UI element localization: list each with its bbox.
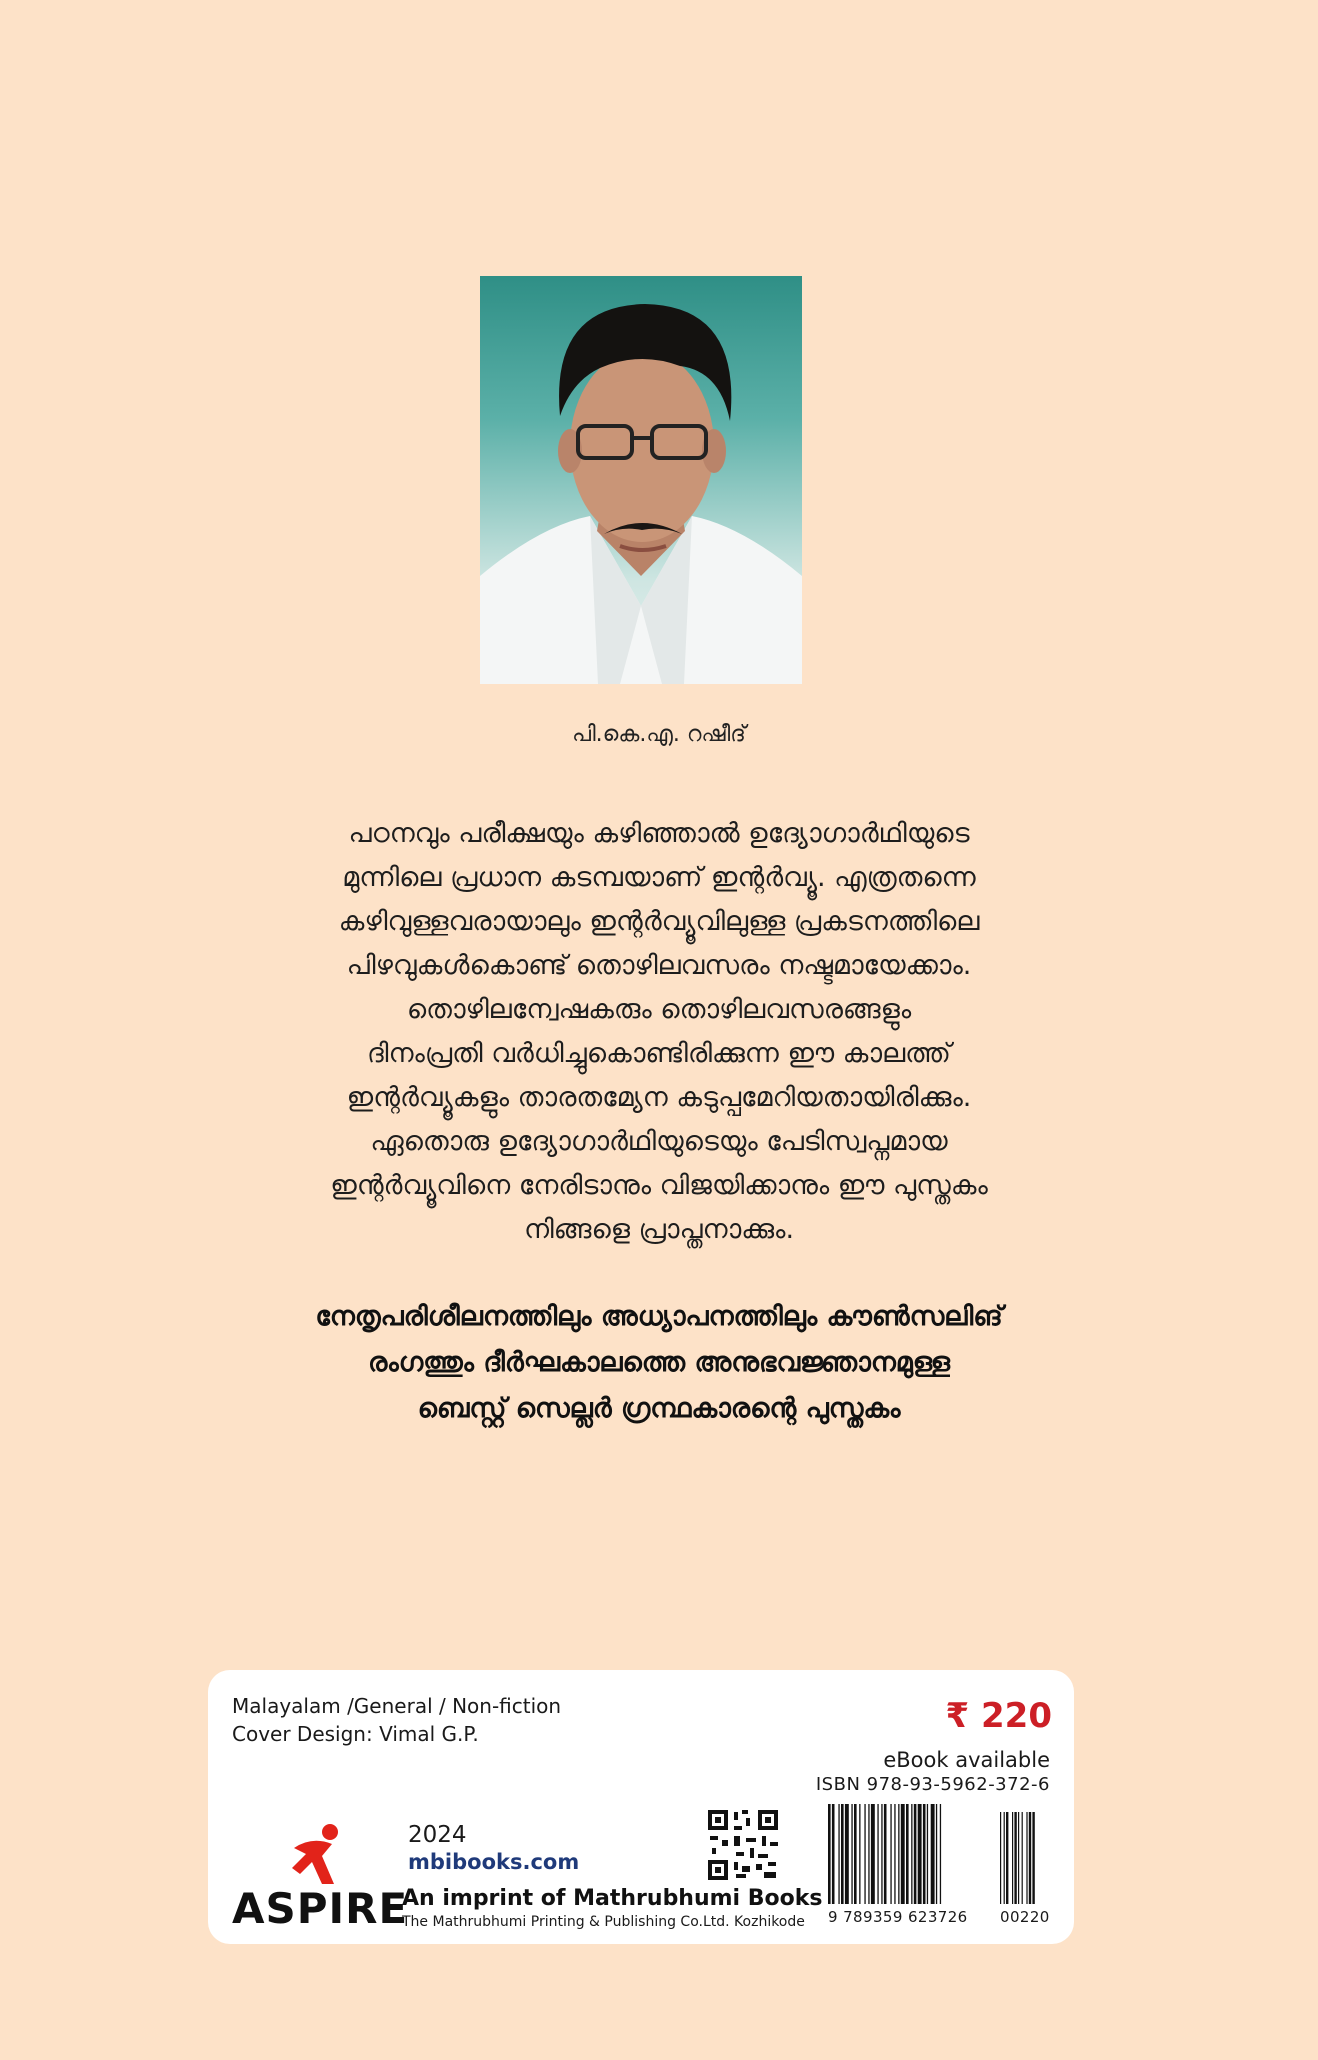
cover-design-credit: Cover Design: Vimal G.P. <box>232 1722 479 1746</box>
blurb-line: മുന്നിലെ പ്രധാന കടമ്പയാണ് ഇന്റർവ്യൂ. എത്രതന്നെ <box>342 862 976 893</box>
book-meta <box>232 1692 561 1748</box>
blurb-line: കഴിവുള്ളവരായാലും ഇന്റർവ്യൂവിലുള്ള പ്രകടനത്തിലെ <box>338 906 980 937</box>
aspire-logo-icon <box>288 1822 344 1886</box>
printer-line: The Mathrubhumi Printing & Publishing Co.Ltd. Kozhikode <box>402 1914 805 1930</box>
barcode-addon-bar <box>1032 1812 1034 1904</box>
tagline-line: നേതൃപരിശീലനത്തിലും അധ്യാപനത്തിലും കൗൺസലിങ് <box>315 1301 1003 1332</box>
ebook-availability: eBook available <box>883 1748 1050 1772</box>
barcode-addon-bar <box>1006 1812 1008 1904</box>
barcode-bar <box>901 1804 905 1904</box>
blurb-line: പഠനവും പരീക്ഷയും കഴിഞ്ഞാൽ ഉദ്യോഗാർഥിയുടെ <box>348 818 970 849</box>
barcode-bar <box>927 1804 928 1904</box>
barcode-bar <box>845 1804 849 1904</box>
barcode-bar <box>898 1804 899 1904</box>
barcode-bar <box>906 1804 909 1904</box>
barcode-bar <box>864 1804 865 1904</box>
aspire-logo-text: ASPIRE <box>232 1884 409 1933</box>
barcode-bar <box>859 1804 860 1904</box>
barcode-addon-bar <box>1018 1812 1019 1904</box>
barcode-bar <box>894 1804 895 1904</box>
barcode-addon-bar <box>1004 1812 1005 1904</box>
barcode-addon-digits: 00220 <box>1000 1908 1050 1926</box>
barcode-bar <box>868 1804 869 1904</box>
barcode-bar <box>877 1804 878 1904</box>
barcode-bar <box>884 1804 887 1904</box>
barcode-addon-bar <box>1014 1812 1016 1904</box>
author-photo <box>480 276 802 684</box>
blurb-line: ദിനംപ്രതി വർധിച്ചുകൊണ്ടിരിക്കുന്ന ഈ കാലത്ത് <box>367 1038 951 1069</box>
barcode-bar <box>918 1804 922 1904</box>
blurb-line: നിങ്ങളെ പ്രാപ്തനാക്കും. <box>523 1214 795 1245</box>
barcode-bar <box>911 1804 912 1904</box>
blurb-line: ഏതൊരു ഉദ്യോഗാർഥിയുടെയും പേടിസ്വപ്നമായ <box>370 1126 948 1157</box>
imprint-line: An imprint of Mathrubhumi Books <box>402 1886 823 1911</box>
barcode-bar <box>838 1804 839 1904</box>
barcode-main-digits: 9 789359 623726 <box>828 1908 968 1926</box>
author-name: പി.കെ.എ. റഷീദ് <box>572 722 746 747</box>
barcode-bar <box>851 1804 852 1904</box>
blurb-line: ഇന്റർവ്യൂവിനെ നേരിടാനും വിജയിക്കാനും ഈ പുസ്തകം <box>330 1170 988 1201</box>
barcode-addon-bar <box>1026 1812 1027 1904</box>
qr-code-icon <box>706 1808 780 1882</box>
tagline-line: രംഗത്തും ദീർഘകാലത്തെ അനുഭവജ്ഞാനമുള്ള <box>368 1347 950 1378</box>
barcode-bar <box>940 1804 941 1904</box>
author-portrait <box>480 276 802 684</box>
barcode-bar <box>854 1804 857 1904</box>
barcode-addon-bar <box>1012 1812 1013 1904</box>
publisher-info-box <box>208 1670 1074 1944</box>
blurb-line: പിഴവുകൾകൊണ്ട് തൊഴിലവസരം നഷ്ടമായേക്കാം. <box>346 950 972 981</box>
barcode-bar <box>923 1804 926 1904</box>
barcode-bar <box>914 1804 917 1904</box>
category: Malayalam /General / Non-fiction <box>232 1694 562 1718</box>
barcode-bar <box>828 1804 831 1904</box>
tagline-line: ബെസ്റ്റ് സെല്ലർ ഗ്രന്ഥകാരന്റെ പുസ്തകം <box>417 1393 901 1424</box>
barcode-bar <box>841 1804 844 1904</box>
isbn-barcode <box>828 1804 1052 1908</box>
barcode-bar <box>832 1804 835 1904</box>
website-link[interactable]: mbibooks.com <box>408 1850 580 1874</box>
isbn: ISBN 978-93-5962-372-6 <box>815 1774 1050 1795</box>
barcode-bar <box>881 1804 882 1904</box>
publication-year: 2024 <box>408 1822 467 1848</box>
price: ₹ 220 <box>945 1696 1052 1736</box>
barcode-addon-bar <box>1029 1812 1031 1904</box>
blurb-text <box>150 812 1168 1252</box>
barcode-bar <box>890 1804 891 1904</box>
barcode-bar <box>936 1804 937 1904</box>
barcode-addon-bar <box>1000 1812 1001 1904</box>
blurb-line: തൊഴിലന്വേഷകരും തൊഴിലവസരങ്ങളും <box>406 994 912 1025</box>
barcode-bar <box>931 1804 935 1904</box>
barcode-bar <box>871 1804 875 1904</box>
barcode-addon-bar <box>1022 1812 1023 1904</box>
tagline <box>120 1294 1198 1432</box>
blurb-line: ഇന്റർവ്യൂകളും താരതമ്യേന കടുപ്പമേറിയതായിരിക്കും. <box>346 1082 972 1113</box>
